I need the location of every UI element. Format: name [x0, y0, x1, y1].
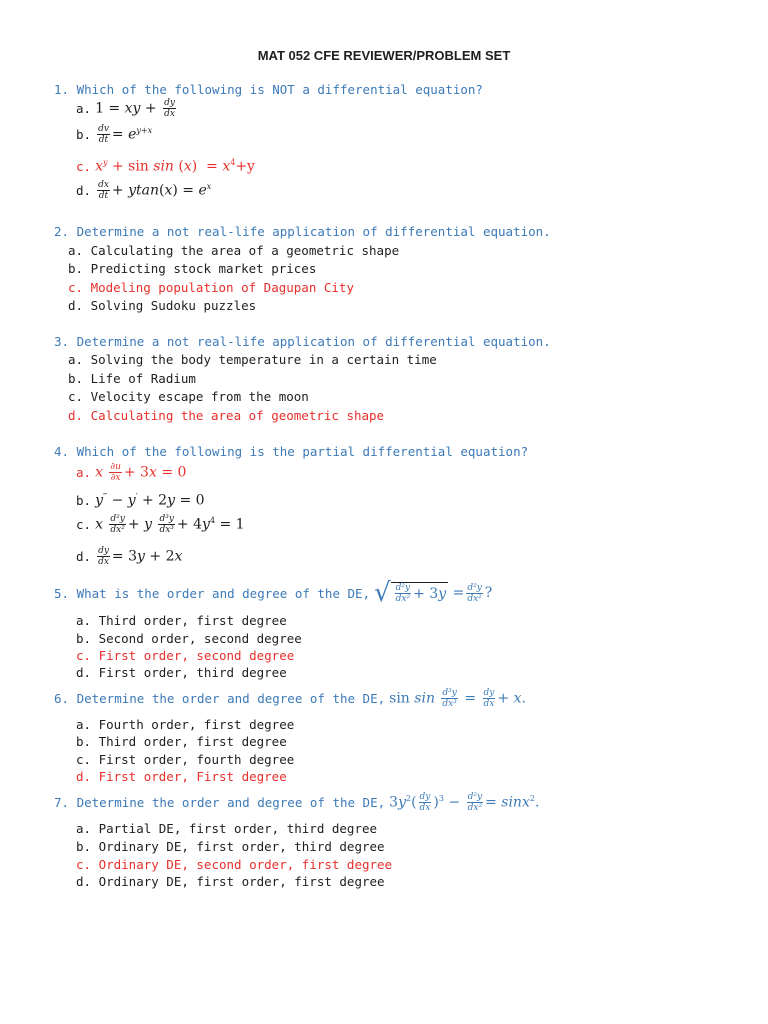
q4-option-b — [76, 492, 205, 509]
q1-d-math: $\frac{dx}{dt}$ + $ytan(x) = e^x$ — [98, 180, 212, 201]
q5-math: √ $\frac{\text{d²y}}{\text{dx²}}$ + 3 y = $\frac{\text{d²y}}{\text{dx²}}$ ? — [374, 578, 493, 608]
q6-option-d: d. First order, First degree — [76, 769, 287, 784]
question-2: 2. Determine a not real-life application of differential equation. — [54, 224, 551, 239]
q1-option-a — [76, 98, 178, 119]
option-label: d. — [76, 549, 92, 564]
question-5-text: 5. What is the order and degree of the DE, — [54, 585, 371, 601]
q7-option-c: c. Ordinary DE, second order, first degree — [76, 857, 393, 872]
question-6-text: 6. Determine the order and degree of the DE, — [54, 691, 386, 706]
question-4: 4. Which of the following is the partial differential equation? — [54, 444, 529, 459]
q1-a-math: 1 = xy + $\frac{dy}{dx}$ — [95, 98, 175, 119]
option-label: a. — [76, 101, 92, 116]
q5-option-c: c. First order, second degree — [76, 648, 295, 663]
option-label: d. — [76, 183, 92, 198]
q1-c-math: $x^y + \sin \sin (x) = x^4+y$ — [95, 158, 255, 175]
page-title: MAT 052 CFE REVIEWER/PROBLEM SET — [257, 48, 511, 63]
q4-c-math: x $\frac{\text{d²y}}{\text{dx²}}$ + y $\frac{\text{d³y}}{\text{dx³}}$ + $4y^4 = 1$ — [95, 514, 245, 535]
q7-option-a: a. Partial DE, first order, third degree — [76, 821, 378, 836]
question-3: 3. Determine a not real-life application of differential equation. — [54, 334, 551, 349]
q3-option-b: b. Life of Radium — [68, 371, 196, 386]
q3-option-d: d. Calculating the area of geometric shape — [68, 408, 385, 423]
q4-option-d — [76, 546, 182, 567]
q2-option-a: a. Calculating the area of a geometric shape — [68, 243, 400, 258]
q2-option-b: b. Predicting stock market prices — [68, 261, 317, 276]
option-label: c. — [76, 517, 92, 532]
option-label: a. — [76, 465, 92, 480]
q4-d-math: $\frac{dy}{dx}$ = 3y + 2x — [98, 546, 183, 567]
question-7 — [54, 792, 539, 813]
q7-option-b: b. Ordinary DE, first order, third degree — [76, 839, 385, 854]
q6-math: sin sin $\frac{\text{d³y}}{\text{dx³}}$ = $\frac{dy}{dx}$ + x. — [389, 688, 526, 709]
q6-option-b: b. Third order, first degree — [76, 734, 287, 749]
question-1: 1. Which of the following is NOT a differential equation? — [54, 82, 483, 97]
question-6 — [54, 688, 526, 709]
q3-option-c: c. Velocity escape from the moon — [68, 389, 309, 404]
q1-option-d — [76, 180, 211, 201]
question-7-text: 7. Determine the order and degree of the DE, — [54, 795, 386, 810]
q1-b-math: $\frac{dv}{dt}$ = $e^{y+x}$ — [98, 124, 153, 145]
q4-b-math: y‴ − y′ + 2y = 0 — [95, 492, 205, 509]
option-label: c. — [76, 158, 92, 174]
option-label: b. — [76, 492, 92, 508]
q3-option-a: a. Solving the body temperature in a certain time — [68, 352, 437, 367]
q4-a-math: x $\frac{\partial u}{\partial x}$ + 3x = 0 — [95, 462, 187, 483]
q5-option-a: a. Third order, first degree — [76, 613, 287, 628]
q6-option-c: c. First order, fourth degree — [76, 752, 295, 767]
q7-math: $3y^2$( $\frac{dy}{dx}$ )$^3$ − $\frac{\text{d²y}}{\text{dx²}}$ = sinx$^2$. — [389, 792, 540, 813]
q2-option-c: c. Modeling population of Dagupan City — [68, 280, 354, 295]
q5-option-b: b. Second order, second degree — [76, 631, 302, 646]
q2-option-d: d. Solving Sudoku puzzles — [68, 298, 257, 313]
q6-option-a: a. Fourth order, first degree — [76, 717, 295, 732]
option-label: b. — [76, 127, 92, 142]
q7-option-d: d. Ordinary DE, first order, first degree — [76, 874, 385, 889]
q1-option-b — [76, 124, 152, 145]
q1-option-c — [76, 158, 255, 175]
question-5 — [54, 580, 492, 606]
q4-option-a — [76, 462, 186, 483]
q5-option-d: d. First order, third degree — [76, 665, 287, 680]
q4-option-c — [76, 514, 245, 535]
